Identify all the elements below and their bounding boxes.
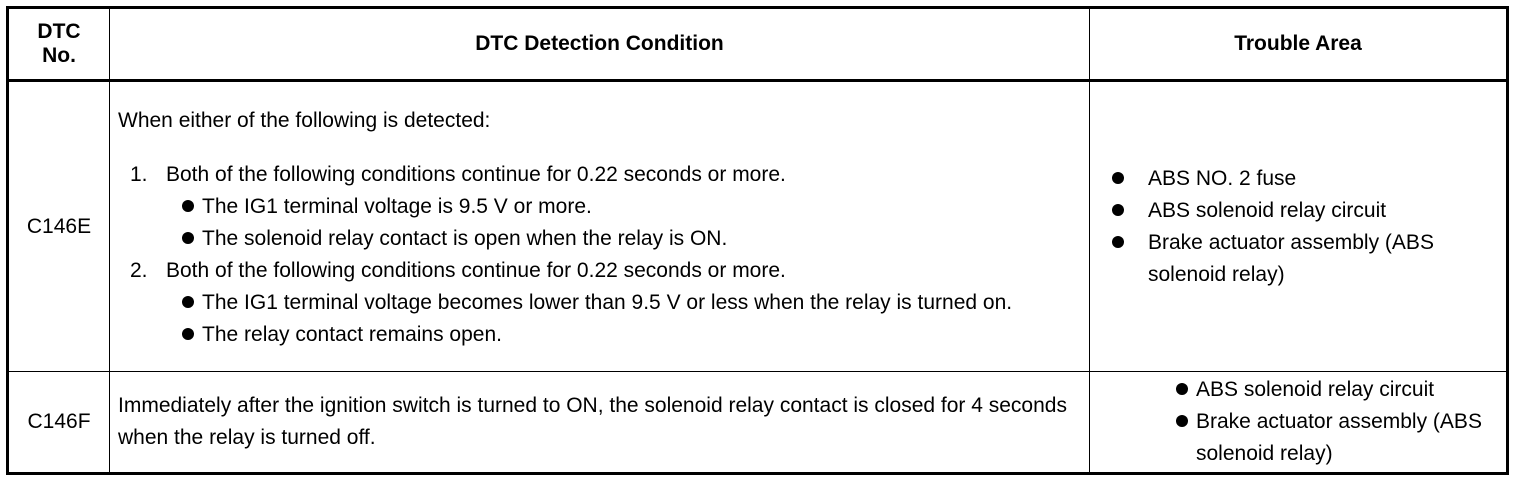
numbered-item bbox=[118, 255, 1079, 287]
dtc-code-cell: C146E bbox=[8, 81, 110, 372]
condition-cell bbox=[110, 81, 1090, 372]
trouble-area-cell bbox=[1090, 81, 1508, 372]
numbered-item bbox=[118, 159, 1079, 191]
header-trouble-area: Trouble Area bbox=[1090, 8, 1508, 81]
table-header-row bbox=[8, 8, 1508, 81]
table-row bbox=[8, 81, 1508, 372]
bullet-text: The solenoid relay contact is open when the relay is ON. bbox=[202, 226, 728, 250]
dtc-code-cell: C146F bbox=[8, 372, 110, 474]
bullet-icon bbox=[1112, 163, 1148, 195]
bullet-icon bbox=[166, 223, 202, 255]
condition-cell bbox=[110, 372, 1090, 474]
list-item bbox=[166, 223, 1079, 255]
trouble-area-list bbox=[1112, 374, 1490, 470]
item-text: Both of the following conditions continue for 0.22 seconds or more. bbox=[166, 162, 786, 186]
list-item bbox=[1112, 227, 1490, 291]
trouble-area-text: ABS solenoid relay circuit bbox=[1196, 378, 1435, 401]
bullet-text: The IG1 terminal voltage becomes lower than 9.5 V or less when the relay is turned on. bbox=[202, 290, 1013, 314]
item-text: Both of the following conditions continue for 0.22 seconds or more. bbox=[166, 258, 786, 282]
item-number: 2. bbox=[130, 258, 148, 282]
list-item bbox=[166, 319, 1079, 351]
list-item bbox=[1112, 163, 1490, 195]
trouble-area-text: ABS solenoid relay circuit bbox=[1148, 198, 1387, 222]
trouble-area-cell bbox=[1090, 372, 1508, 474]
bullet-icon bbox=[1160, 406, 1196, 470]
trouble-area-list bbox=[1112, 163, 1490, 291]
list-item bbox=[1160, 374, 1490, 406]
trouble-area-text: ABS NO. 2 fuse bbox=[1148, 166, 1297, 190]
list-item bbox=[166, 287, 1079, 319]
bullet-text: The relay contact remains open. bbox=[202, 322, 502, 346]
sub-bullet-list bbox=[118, 191, 1079, 255]
item-number: 1. bbox=[130, 162, 148, 186]
bullet-icon bbox=[1160, 374, 1196, 406]
trouble-area-text: Brake actuator assembly (ABS solenoid relay) bbox=[1196, 410, 1482, 465]
table-row bbox=[8, 372, 1508, 474]
dtc-table bbox=[6, 6, 1509, 475]
list-item bbox=[1160, 406, 1490, 470]
header-dtc-no-line1: DTC bbox=[37, 20, 81, 43]
header-detection-condition: DTC Detection Condition bbox=[110, 8, 1090, 81]
trouble-area-text: Brake actuator assembly (ABS solenoid relay) bbox=[1148, 230, 1434, 286]
condition-intro: When either of the following is detected: bbox=[118, 108, 491, 132]
header-dtc-no-line2: No. bbox=[42, 44, 76, 67]
bullet-text: The IG1 terminal voltage is 9.5 V or more. bbox=[202, 194, 592, 218]
header-dtc-no bbox=[8, 8, 110, 81]
list-item bbox=[1112, 195, 1490, 227]
bullet-icon bbox=[166, 191, 202, 223]
bullet-icon bbox=[166, 287, 202, 319]
bullet-icon bbox=[166, 319, 202, 351]
list-item bbox=[166, 191, 1079, 223]
bullet-icon bbox=[1112, 227, 1148, 291]
bullet-icon bbox=[1112, 195, 1148, 227]
sub-bullet-list bbox=[118, 287, 1079, 351]
condition-text: Immediately after the ignition switch is turned to ON, the solenoid relay contact is closed for 4 seconds when the relay is turned off. bbox=[118, 394, 1067, 449]
